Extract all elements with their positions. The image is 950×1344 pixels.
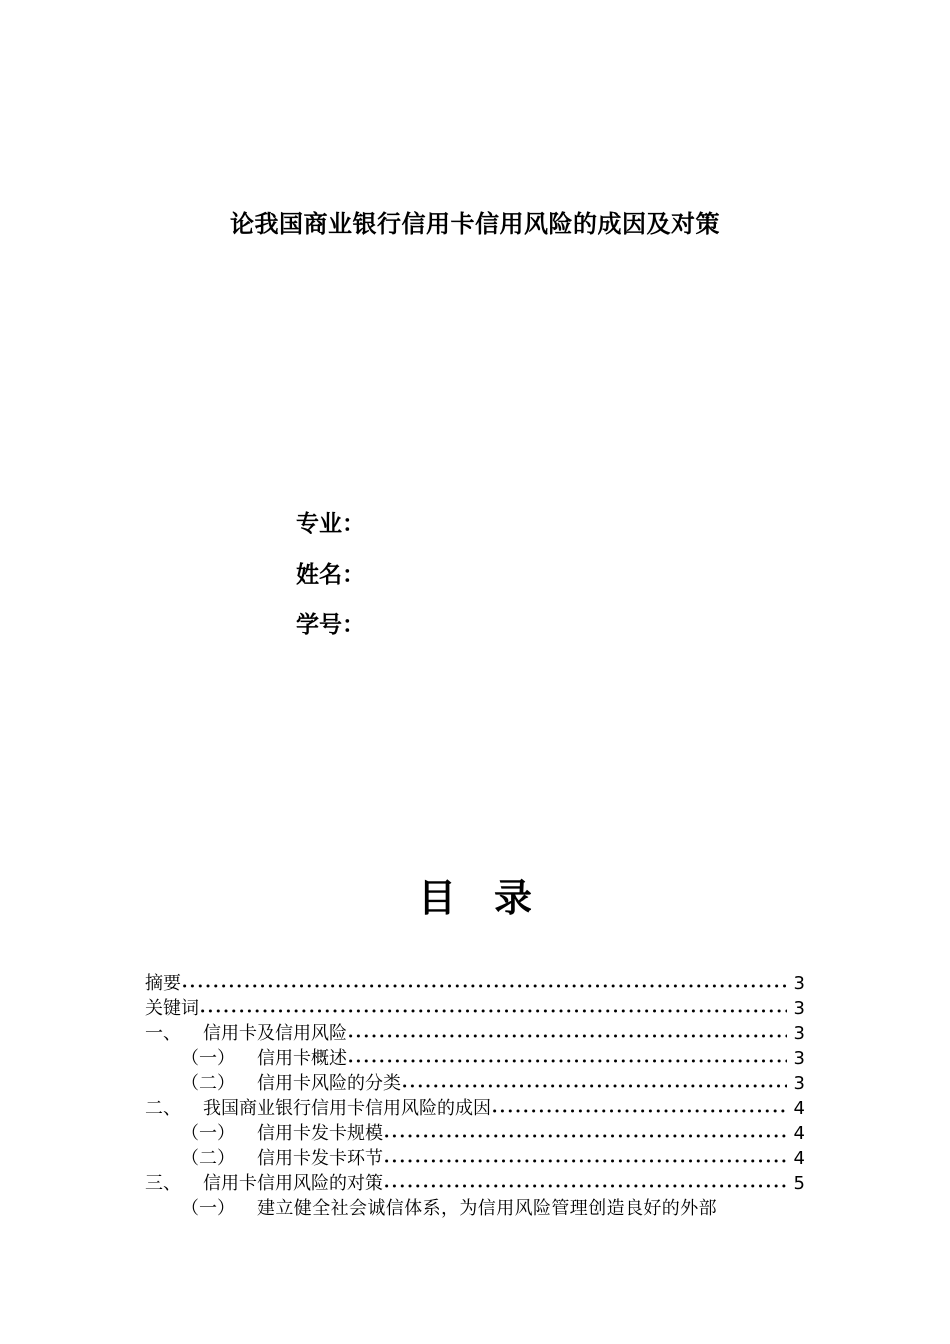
- toc-entry-keywords[interactable]: [145, 996, 805, 1021]
- toc-leader-dots: [383, 1148, 787, 1173]
- toc-entry-number: （一）: [181, 1048, 235, 1069]
- table-of-contents: [145, 971, 805, 1221]
- toc-entry-label: 我国商业银行信用卡信用风险的成因: [203, 1098, 491, 1119]
- toc-entry-number: 二、: [145, 1098, 181, 1119]
- name-label: 姓名：: [296, 561, 365, 588]
- toc-entry-abstract[interactable]: [145, 971, 805, 996]
- toc-entry-label: 摘要: [145, 973, 181, 994]
- toc-entry-label: 信用卡发卡环节: [257, 1148, 383, 1169]
- toc-entry-page: 3: [793, 1048, 805, 1069]
- toc-leader-dots: [383, 1173, 787, 1198]
- toc-leader-dots: [491, 1098, 787, 1123]
- toc-entry-page: 3: [793, 973, 805, 994]
- student-info-block: [296, 506, 365, 658]
- toc-heading-char-1: 目: [417, 876, 456, 920]
- toc-entry-section-2-1[interactable]: [145, 1121, 805, 1146]
- toc-entry-label: 建立健全社会诚信体系，为信用风险管理创造良好的外部: [257, 1198, 717, 1219]
- toc-entry-label: 关键词: [145, 998, 199, 1019]
- toc-entry-page: 4: [793, 1148, 805, 1169]
- toc-entry-number: （一）: [181, 1198, 235, 1219]
- toc-entry-label: 信用卡及信用风险: [203, 1023, 347, 1044]
- toc-entry-section-1-2[interactable]: [145, 1071, 805, 1096]
- toc-entry-page: 3: [793, 1073, 805, 1094]
- toc-leader-dots: [181, 973, 787, 998]
- toc-entry-section-3[interactable]: [145, 1171, 805, 1196]
- toc-entry-number: （一）: [181, 1123, 235, 1144]
- toc-entry-label: 信用卡信用风险的对策: [203, 1173, 383, 1194]
- toc-entry-section-1-1[interactable]: [145, 1046, 805, 1071]
- toc-entry-label: 信用卡概述: [257, 1048, 347, 1069]
- toc-heading-char-2: 录: [494, 876, 533, 920]
- toc-entry-section-2-2[interactable]: [145, 1146, 805, 1171]
- toc-entry-label: 信用卡风险的分类: [257, 1073, 401, 1094]
- toc-entry-page: 4: [793, 1123, 805, 1144]
- toc-leader-dots: [401, 1073, 787, 1098]
- toc-entry-section-3-1[interactable]: [145, 1196, 805, 1221]
- toc-entry-label: 信用卡发卡规模: [257, 1123, 383, 1144]
- toc-leader-dots: [347, 1048, 787, 1073]
- toc-entry-page: 5: [793, 1173, 805, 1194]
- toc-heading: [0, 870, 950, 926]
- document-title: 论我国商业银行信用卡信用风险的成因及对策: [230, 210, 720, 238]
- toc-entry-page: 3: [793, 998, 805, 1019]
- toc-entry-section-2[interactable]: [145, 1096, 805, 1121]
- toc-entry-number: 一、: [145, 1023, 181, 1044]
- student-id-label: 学号：: [296, 612, 365, 638]
- toc-entry-page: 3: [793, 1023, 805, 1044]
- toc-entry-page: 4: [793, 1098, 805, 1119]
- toc-leader-dots: [347, 1023, 787, 1048]
- toc-leader-dots: [383, 1123, 787, 1148]
- toc-entry-section-1[interactable]: [145, 1021, 805, 1046]
- toc-entry-number: （二）: [181, 1148, 235, 1169]
- toc-entry-number: 三、: [145, 1173, 181, 1194]
- toc-leader-dots: [199, 998, 787, 1023]
- major-label: 专业：: [296, 511, 365, 537]
- toc-entry-number: （二）: [181, 1073, 235, 1094]
